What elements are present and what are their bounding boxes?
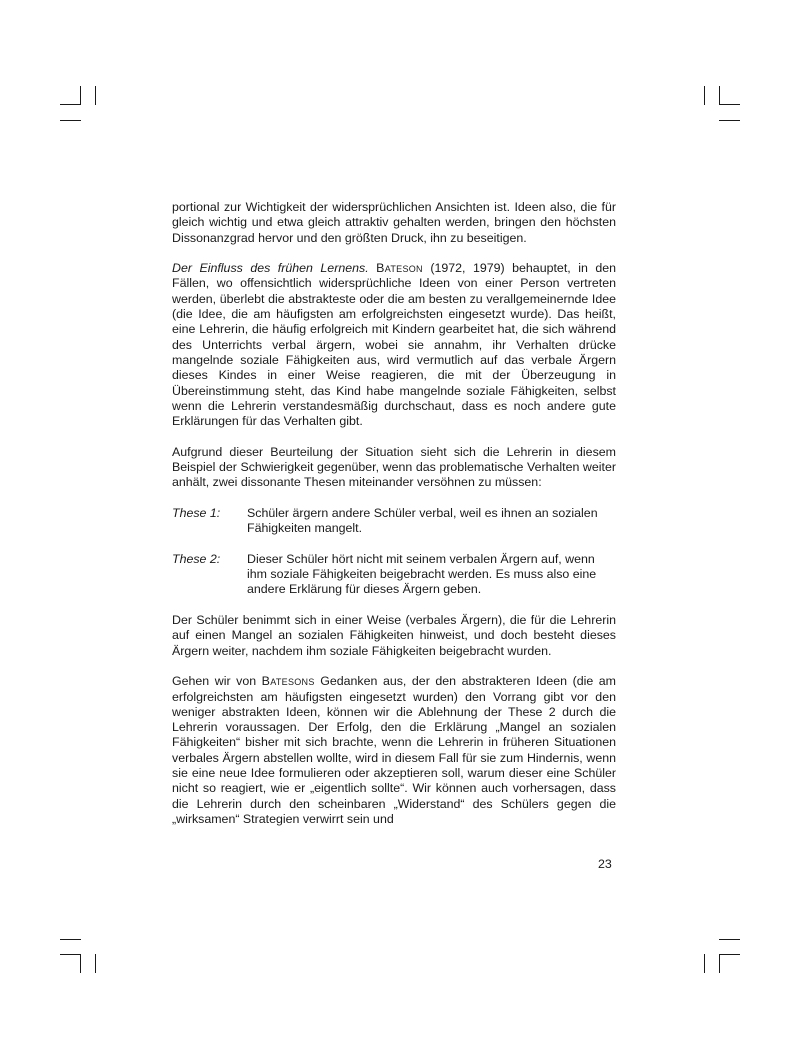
- thesis-2: [172, 552, 616, 598]
- paragraph: [172, 261, 616, 429]
- crop-mark: [60, 120, 81, 121]
- crop-mark: [719, 939, 740, 940]
- crop-mark: [704, 86, 705, 105]
- crop-mark: [80, 954, 81, 973]
- author-name: Batesons: [261, 674, 315, 689]
- paragraph-text: Gedanken aus, der den abstrakteren Ideen (die am erfolgreichsten am häufigsten eingesetzt wurden) den Vorrang gibt vor den weniger abstrakten Ideen, können wir die Ablehnung der These 2 durch die Lehrerin voraussagen. Der Erfolg, den die Erklärung „Mangel an sozialen Fähigkeiten“ bisher mit sich brachte, wenn die Lehrerin in früheren Situationen verbales Ärgern abstellen wollte, wird in diesem Fall für sie zum Hindernis, wenn sie eine neue Idee formulieren oder akzeptieren soll, warum dieser eine Schüler nicht so reagiert, wie er „eigentlich sollte“. Wir können auch vorhersagen, dass die Lehrerin durch den scheinbaren „Widerstand“ des Schülers gegen die „wirksamen“ Strategien verwirrt sein und: [172, 674, 616, 826]
- section-heading: Der Einfluss des frühen Lernens.: [172, 261, 369, 276]
- crop-mark: [60, 104, 81, 105]
- crop-mark: [60, 954, 81, 955]
- thesis-text: Schüler ärgern andere Schüler verbal, weil es ihnen an sozialen Fähigkeiten mangelt.: [247, 505, 598, 536]
- thesis-label: These 1:: [172, 505, 221, 520]
- paragraph: portional zur Wichtigkeit der widersprüchlichen Ansichten ist. Ideen also, die für gleich wichtig und etwa gleich attraktiv gehalten werden, bringen den höchsten Dissonanzgrad hervor und den größten Druck, ihn zu beseitigen.: [172, 200, 616, 245]
- crop-mark: [719, 86, 720, 105]
- body-text: [172, 200, 616, 827]
- paragraph: Der Schüler benimmt sich in einer Weise (verbales Ärgern), die für die Lehrerin auf einen Mangel an sozialen Fähigkeiten hinweist, und doch besteht dieses Ärgern weiter, nachdem ihm soziale Fähigkeiten beigebracht wurden.: [172, 613, 616, 658]
- crop-mark: [95, 86, 96, 105]
- author-name: Bateson: [376, 261, 423, 276]
- page-number: 23: [598, 857, 612, 871]
- crop-mark: [80, 86, 81, 105]
- paragraph: Aufgrund dieser Beurteilung der Situation sieht sich die Lehrerin in diesem Beispiel der Schwierigkeit gegenüber, wenn das problematische Verhalten weiter anhält, zwei dissonante Thesen miteinander versöhnen zu müssen:: [172, 444, 616, 490]
- crop-mark: [719, 954, 720, 973]
- thesis-text: Dieser Schüler hört nicht mit seinem verbalen Ärgern auf, wenn ihm soziale Fähigkeiten beigebracht werden. Es muss also eine andere Erklärung für dieses Ärgern geben.: [247, 551, 597, 597]
- paragraph-lead: Gehen wir von: [172, 674, 262, 689]
- thesis-label: These 2:: [172, 551, 221, 566]
- thesis-1: [172, 506, 616, 537]
- crop-mark: [60, 939, 81, 940]
- crop-mark: [719, 954, 740, 955]
- crop-mark: [704, 954, 705, 973]
- crop-mark: [719, 120, 740, 121]
- paragraph-text: (1972, 1979) behauptet, in den Fällen, wo offensichtlich widersprüchliche Ideen von einer Person vertreten werden, überlebt die abstrakteste oder die am besten zu verallgemeinernde Idee (die Idee, die am häufigsten am erfolgreichsten eingesetzt wurde). Das heißt, eine Lehrerin, die häufig erfolgreich mit Kindern gearbeitet hat, die sich während des Unterrichts verbal ärgern, wobei sie annahm, ihr Verhalten drücke mangelnde soziale Fähigkeiten aus, wird vermutlich auf das verbale Ärgern dieses Kindes in einer Weise reagieren, die mit der Überzeugung in Übereinstimmung steht, das Kind habe mangelnde soziale Fähigkeiten, selbst wenn die Lehrerin verstandesmäßig durchschaut, dass es noch andere gute Erklärungen für das Verhalten gibt.: [172, 261, 616, 429]
- crop-mark: [95, 954, 96, 973]
- paragraph: [172, 674, 616, 827]
- crop-mark: [719, 104, 740, 105]
